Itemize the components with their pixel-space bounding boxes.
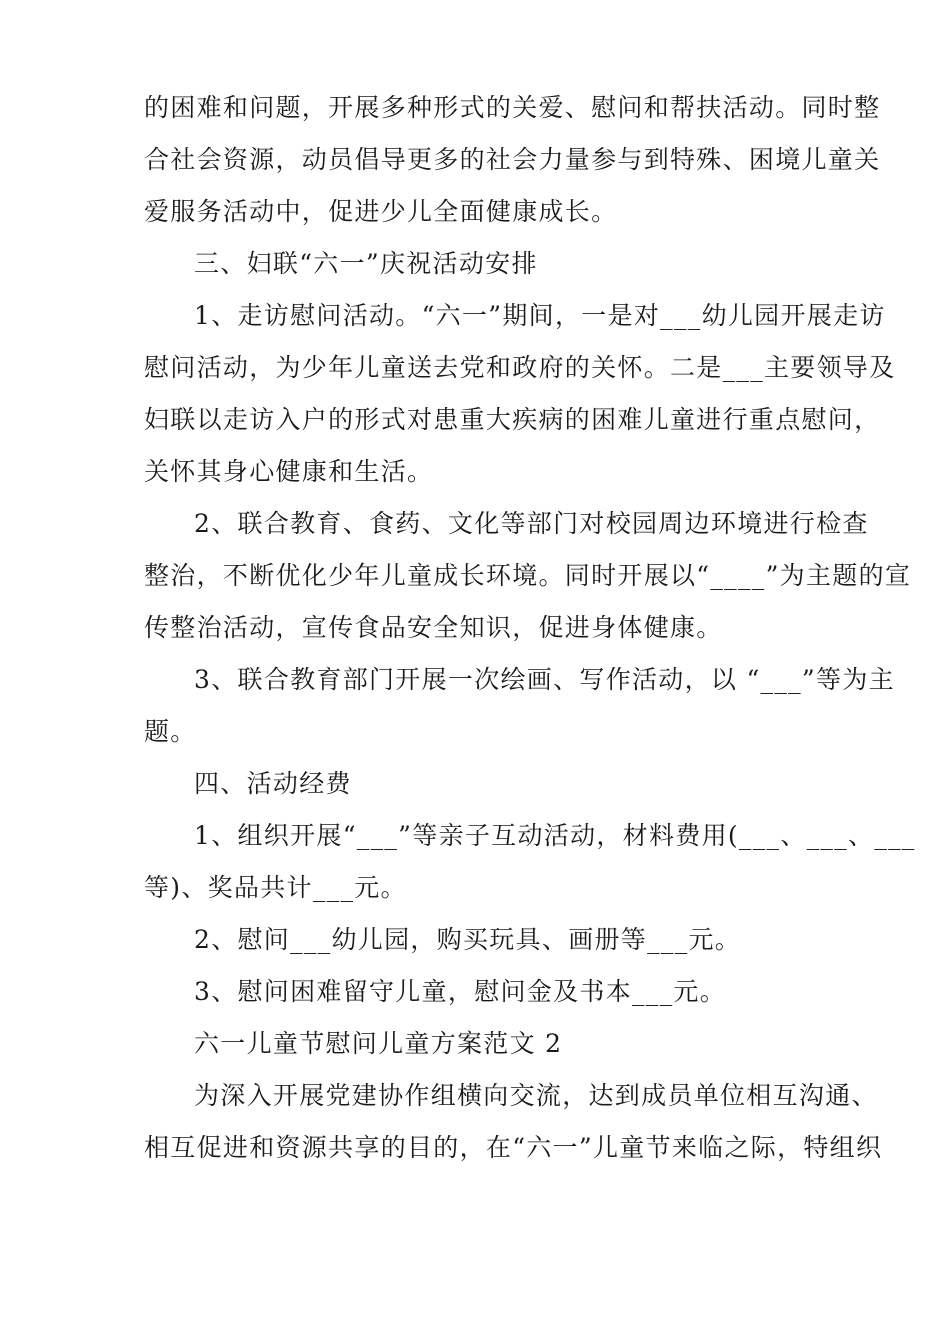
section-heading: 四、活动经费 [194,769,352,798]
paragraph-line: 1、组织开展“___”等亲子互动活动，材料费用(___、___、___ [194,821,916,850]
section-heading: 三、妇联“六一”庆祝活动安排 [194,249,538,278]
paragraph-line: 等)、奖品共计___元。 [144,873,407,902]
paragraph-line: 3、慰问困难留守儿童，慰问金及书本___元。 [194,977,727,1006]
paragraph-line: 合社会资源，动员倡导更多的社会力量参与到特殊、困境儿童关 [144,145,881,174]
paragraph-line: 妇联以走访入户的形式对患重大疾病的困难儿童进行重点慰问， [144,405,881,434]
paragraph-line: 整治，不断优化少年儿童成长环境。同时开展以“____”为主题的宣 [144,561,912,590]
paragraph-line: 爱服务活动中，促进少儿全面健康成长。 [144,197,618,226]
paragraph-line: 的困难和问题，开展多种形式的关爱、慰问和帮扶活动。同时整 [144,93,881,122]
paragraph-line: 题。 [144,717,197,746]
paragraph-line: 2、联合教育、食药、文化等部门对校园周边环境进行检查 [194,509,869,538]
paragraph-line: 1、走访慰问活动。“六一”期间，一是对___幼儿园开展走访 [194,301,886,330]
paragraph-line: 2、慰问___幼儿园，购买玩具、画册等___元。 [194,925,742,954]
paragraph-line: 3、联合教育部门开展一次绘画、写作活动，以 “___”等为主 [194,665,895,694]
paragraph-line: 传整治活动，宣传食品安全知识，促进身体健康。 [144,613,723,642]
paragraph-line: 关怀其身心健康和生活。 [144,457,434,486]
paragraph-line: 慰问活动，为少年儿童送去党和政府的关怀。二是___主要领导及 [144,353,896,382]
paragraph-line: 为深入开展党建协作组横向交流，达到成员单位相互沟通、 [194,1081,878,1110]
document-title: 六一儿童节慰问儿童方案范文 2 [194,1029,563,1058]
paragraph-line: 相互促进和资源共享的目的，在“六一”儿童节来临之际，特组织 [144,1133,883,1162]
